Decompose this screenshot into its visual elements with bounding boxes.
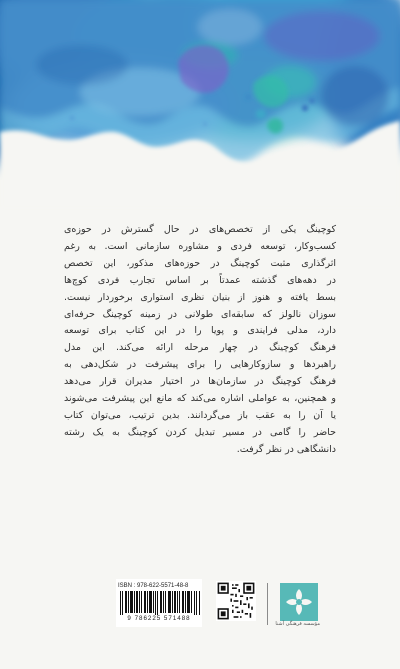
description-line-8: فرهنگ کوچینگ در چهار مرحله ارائه می‌کند. این مدل <box>64 342 336 354</box>
description-line-3: اثرگذاری مثبت کوچینگ در حوزه‌های مذکور، این تخصص <box>64 257 336 269</box>
description-line-1: کوچینگ یکی از تخصص‌های در حال گسترش در حوزه‌ی <box>64 224 336 235</box>
description-line-2: کسب‌وکار، توسعه فردی و مشاوره سازمانی است. به رغم <box>64 240 336 252</box>
barcode-number: 9 786225 571488 <box>127 615 191 622</box>
description-line-4: در دهه‌های گذشته عمدتاً بر اساس تجارب فردی کوچ‌ها <box>64 274 336 286</box>
description-line-10: فرهنگ کوچینگ در سازمان‌ها در اختیار مدیران قرار می‌دهد <box>64 376 336 388</box>
description-line-7: دارد، مدلی فرایندی و پویا را در این کتاب برای توسعه <box>64 325 336 337</box>
watercolor-header-art <box>0 0 400 210</box>
description-line-14: دانشگاهی در نظر گرفت. <box>236 443 336 455</box>
isbn-label: ISBN : 978-622-5571-48-8 <box>118 583 189 589</box>
description-line-13: حاضر را گامی در مسیر تبدیل کردن کوچینگ به یک رشته <box>64 426 336 438</box>
description-line-9: راهبردها و سازوکارهایی را برای پیشرفت در شکل‌دهی به <box>64 359 336 371</box>
publisher-name: مؤسسه فرهنگی آشنا <box>275 621 320 627</box>
description-line-5: بسط یافته و هنوز از بنیان نظری استواری برخوردار نیست. <box>64 291 336 303</box>
footer-divider <box>267 583 268 625</box>
publisher-logo-icon <box>280 583 318 621</box>
description-line-11: و همچنین، به عواملی اشاره می‌کند که مانع این پیشرفت می‌شوند <box>64 393 336 405</box>
book-description <box>64 222 336 459</box>
description-line-6: سوزان نالولز که سابقه‌ای طولانی در زمینه کوچینگ حرفه‌ای <box>64 308 336 320</box>
description-line-12: یا آن را به عقب باز می‌گردانند. بدین ترتیب، می‌توان کتاب <box>64 409 336 421</box>
barcode-icon <box>120 591 200 615</box>
qr-code-icon <box>216 581 256 621</box>
